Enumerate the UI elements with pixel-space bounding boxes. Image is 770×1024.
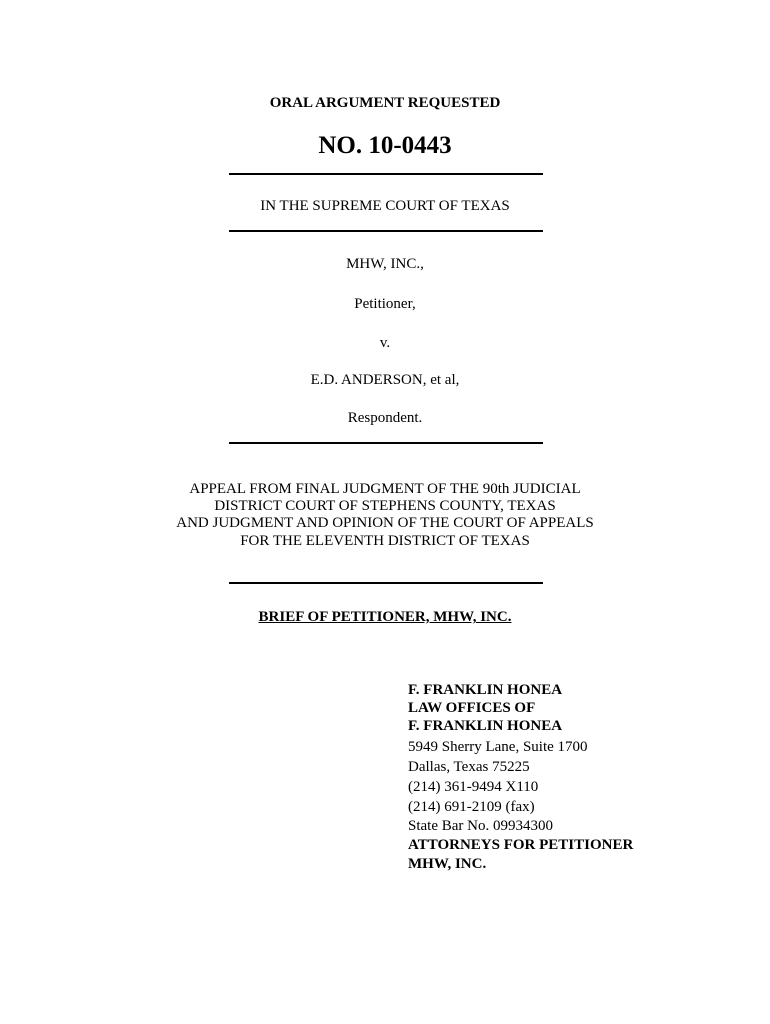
counsel-fax: (214) 691-2109 (fax) [408,799,535,815]
counsel-firm-line-2: F. FRANKLIN HONEA [408,718,563,734]
divider-2 [229,230,543,232]
petitioner-role: Petitioner, [354,296,416,312]
counsel-firm-line-1: LAW OFFICES OF [408,700,536,716]
counsel-bar-number: State Bar No. 09934300 [408,818,553,834]
brief-title [0,610,770,625]
appeal-line-2: DISTRICT COURT OF STEPHENS COUNTY, TEXAS [214,498,556,514]
brief-title-text: BRIEF OF PETITIONER, MHW, INC. [258,609,512,625]
respondent-name: E.D. ANDERSON, et al, [310,372,460,388]
petitioner-name: MHW, INC., [346,256,424,272]
divider-1 [229,173,543,175]
oral-argument-requested: ORAL ARGUMENT REQUESTED [269,95,501,111]
appeal-line-1: APPEAL FROM FINAL JUDGMENT OF THE 90th JUDICIAL [189,481,581,497]
counsel-city: Dallas, Texas 75225 [408,759,530,775]
client-name: MHW, INC. [408,856,487,872]
counsel-name: F. FRANKLIN HONEA [408,682,563,698]
attorneys-for: ATTORNEYS FOR PETITIONER [408,837,634,853]
counsel-phone: (214) 361-9494 X110 [408,779,539,795]
divider-4 [229,582,543,584]
counsel-street: 5949 Sherry Lane, Suite 1700 [408,739,588,755]
respondent-role: Respondent. [347,410,423,426]
court-name: IN THE SUPREME COURT OF TEXAS [260,198,510,214]
divider-3 [229,442,543,444]
appeal-line-3: AND JUDGMENT AND OPINION OF THE COURT OF APPEALS [176,515,594,531]
case-number: NO. 10-0443 [318,132,452,159]
versus-label: v. [379,335,391,351]
appeal-line-4: FOR THE ELEVENTH DISTRICT OF TEXAS [240,533,530,549]
